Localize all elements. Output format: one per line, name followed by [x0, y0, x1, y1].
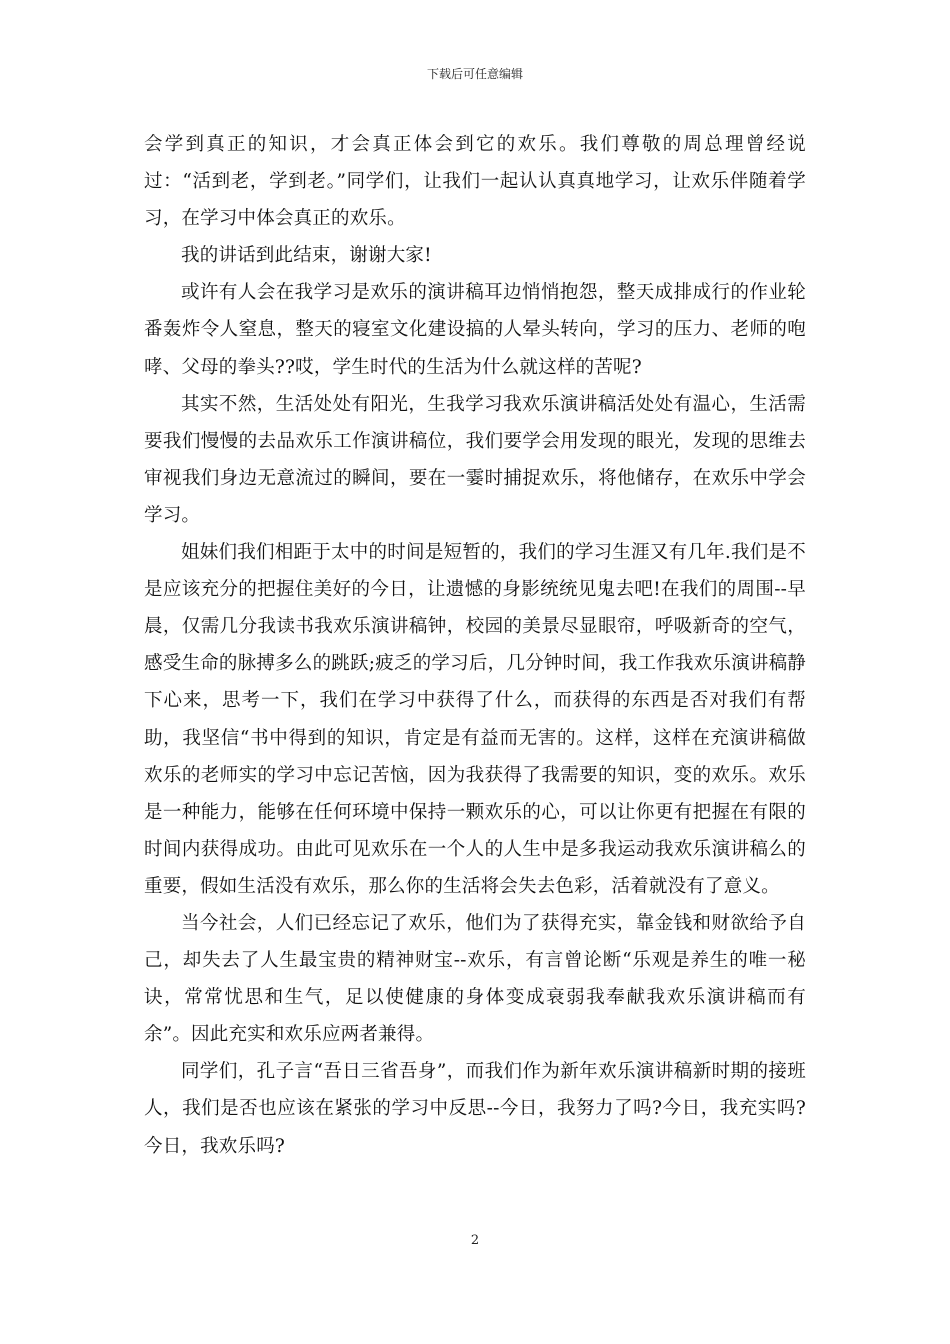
paragraph-5: 姐妹们我们相距于太中的时间是短暂的，我们的学习生涯又有几年.我们是不是应该充分的把握住美好的今日，让遗憾的身影统统见鬼去吧!在我们的周围--早晨，仅需几分我读书我欢乐演讲稿钟，校园的美景尽显眼帘，呼吸新奇的空气，感受生命的脉搏多么的跳跃;疲乏的学习后，几分钟时间，我工作我欢乐演讲稿静下心来，思考一下，我们在学习中获得了什么，而获得的东西是否对我们有帮助，我坚信“书中得到的知识，肯定是有益而无害的。这样，这样在充演讲稿做欢乐的老师实的学习中忘记苦恼，因为我获得了我需要的知识，变的欢乐。欢乐是一种能力，能够在任何环境中保持一颗欢乐的心，可以让你更有把握在有限的时间内获得成功。由此可见欢乐在一个人的人生中是多我运动我欢乐演讲稿么的重要，假如生活没有欢乐，那么你的生活将会失去色彩，活着就没有了意义。 [144, 542, 806, 897]
paragraph-2: 我的讲话到此结束，谢谢大家! [181, 245, 432, 267]
page-header: 下载后可任意编辑 [426, 67, 523, 81]
page-number: 2 [470, 1233, 480, 1248]
paragraph-1: 会学到真正的知识，才会真正体会到它的欢乐。我们尊敬的周总理曾经说过：“活到老，学到老。”同学们，让我们一起认认真真地学习，让欢乐伴随着学习，在学习中体会真正的欢乐。 [144, 134, 806, 230]
paragraph-6: 当今社会，人们已经忘记了欢乐，他们为了获得充实，靠金钱和财欲给予自己，却失去了人生最宝贵的精神财宝--欢乐，有言曾论断“乐观是养生的唯一秘诀，常常忧思和生气，足以使健康的身体变成衰弱我奉献我欢乐演讲稿而有余”。因此充实和欢乐应两者兼得。 [144, 912, 806, 1046]
paragraph-4: 其实不然，生活处处有阳光，生我学习我欢乐演讲稿活处处有温心，生活需要我们慢慢的去品欢乐工作演讲稿位，我们要学会用发现的眼光，发现的思维去审视我们身边无意流过的瞬间，要在一霎时捕捉欢乐，将他储存，在欢乐中学会学习。 [144, 393, 806, 526]
paragraph-7: 同学们，孔子言“吾日三省吾身”，而我们作为新年欢乐演讲稿新时期的接班人，我们是否也应该在紧张的学习中反思--今日，我努力了吗?今日，我充实吗?今日，我欢乐吗? [144, 1061, 806, 1157]
paragraph-3: 或许有人会在我学习是欢乐的演讲稿耳边悄悄抱怨，整天成排成行的作业轮番轰炸令人窒息，整天的寝室文化建设搞的人晕头转向，学习的压力、老师的咆哮、父母的拳头??哎，学生时代的生活为什么就这样的苦呢? [144, 282, 806, 378]
document-body [144, 126, 806, 1165]
